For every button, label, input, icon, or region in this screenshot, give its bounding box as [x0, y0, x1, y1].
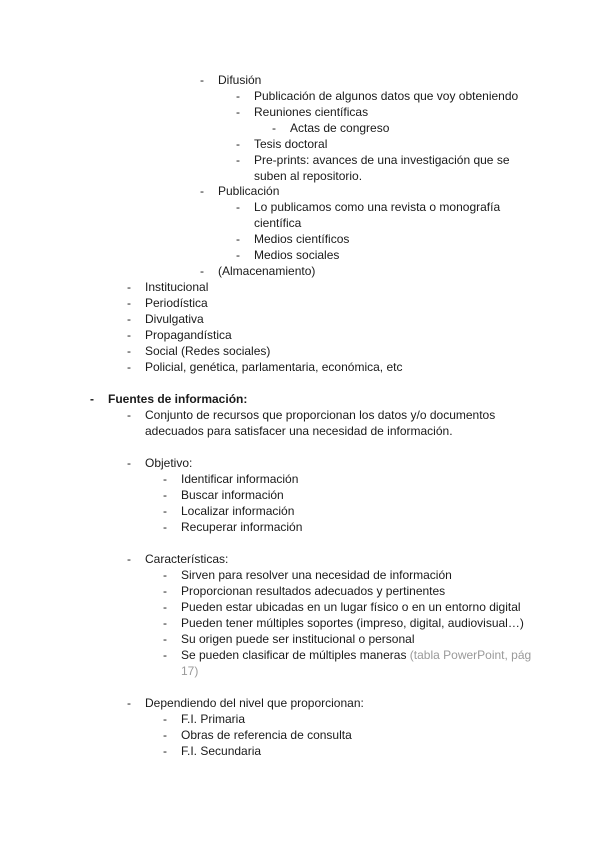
bullet-dash: -: [272, 121, 276, 135]
bullet-dash: -: [163, 648, 167, 662]
list-item: [0, 152, 600, 184]
list-item: [0, 295, 600, 311]
bullet-dash: -: [127, 696, 131, 710]
item-text: Reuniones científicas: [254, 105, 369, 119]
bullet-dash: -: [236, 137, 240, 151]
item-label: Difusión: [218, 73, 262, 87]
bullet-dash: -: [127, 360, 131, 374]
item-text: Identificar información: [181, 472, 299, 486]
list-item: [0, 615, 600, 631]
list-item: [0, 231, 600, 247]
list-item-definicion: [0, 407, 600, 439]
list-item: [0, 487, 600, 503]
item-text: Tesis doctoral: [254, 137, 328, 151]
item-text: Su origen puede ser institucional o personal: [181, 632, 415, 646]
item-text: Institucional: [145, 280, 209, 294]
item-text: Pueden estar ubicadas en un lugar físico o en un entorno digital: [181, 600, 521, 614]
bullet-dash: -: [236, 105, 240, 119]
bullet-dash: -: [163, 584, 167, 598]
item-text: (Almacenamiento): [218, 264, 316, 278]
bullet-dash: -: [200, 264, 204, 278]
bullet-dash: -: [200, 73, 204, 87]
bullet-dash: -: [163, 744, 167, 758]
bullet-dash: -: [163, 504, 167, 518]
item-text: F.I. Secundaria: [181, 744, 262, 758]
list-item: [0, 503, 600, 519]
list-item: [0, 136, 600, 152]
item-text: Periodística: [145, 296, 208, 310]
bullet-dash: -: [127, 280, 131, 294]
powerpoint-reference: (tabla PowerPoint, pág 17): [181, 648, 532, 678]
bullet-dash: -: [127, 328, 131, 342]
item-text: Social (Redes sociales): [145, 344, 271, 358]
bullet-dash: -: [236, 232, 240, 246]
item-text: Policial, genética, parlamentaria, económica, etc: [145, 360, 403, 374]
item-text: Lo publicamos como una revista o monografía científica: [254, 200, 501, 230]
list-item-clasificar: [0, 647, 600, 679]
bullet-dash: -: [163, 600, 167, 614]
item-text: Propagandística: [145, 328, 232, 342]
list-item-objetivo: [0, 455, 600, 471]
bullet-dash: -: [163, 520, 167, 534]
list-item: [0, 743, 600, 759]
list-item: [0, 279, 600, 295]
bullet-dash: -: [127, 296, 131, 310]
list-item-publicacion: [0, 183, 600, 199]
item-text: Pueden tener múltiples soportes (impreso, digital, audiovisual…): [181, 616, 524, 630]
item-label: Objetivo:: [145, 456, 193, 470]
list-item: [0, 599, 600, 615]
section-title: Fuentes de información:: [108, 392, 248, 406]
bullet-dash: -: [236, 200, 240, 214]
list-item: [0, 711, 600, 727]
item-label: Características:: [145, 552, 229, 566]
list-item: [0, 583, 600, 599]
item-label: Publicación: [218, 184, 280, 198]
item-text: Medios científicos: [254, 232, 350, 246]
item-text: Publicación de algunos datos que voy obteniendo: [254, 89, 519, 103]
bullet-dash: -: [127, 456, 131, 470]
list-item-almacenamiento: [0, 263, 600, 279]
bullet-dash: -: [163, 568, 167, 582]
item-text: Pre-prints: avances de una investigación que se suben al repositorio.: [254, 153, 510, 183]
item-text: Medios sociales: [254, 248, 340, 262]
list-item: [0, 327, 600, 343]
list-item: [0, 120, 600, 136]
list-item-difusion: [0, 72, 600, 88]
bullet-dash: -: [127, 408, 131, 422]
bullet-dash: -: [236, 153, 240, 167]
list-item-caracteristicas: [0, 551, 600, 567]
item-text: Obras de referencia de consulta: [181, 728, 352, 742]
bullet-dash: -: [163, 728, 167, 742]
item-text: Localizar información: [181, 504, 295, 518]
item-text: Proporcionan resultados adecuados y pertinentes: [181, 584, 446, 598]
item-text: Divulgativa: [145, 312, 204, 326]
item-text: Recuperar información: [181, 520, 303, 534]
list-item: [0, 567, 600, 583]
bullet-dash: -: [90, 392, 94, 406]
list-item: [0, 199, 600, 231]
bullet-dash: -: [127, 552, 131, 566]
list-item: [0, 471, 600, 487]
bullet-dash: -: [163, 712, 167, 726]
list-item: [0, 343, 600, 359]
list-item: [0, 631, 600, 647]
bullet-dash: -: [163, 632, 167, 646]
item-text: F.I. Primaria: [181, 712, 246, 726]
bullet-dash: -: [127, 312, 131, 326]
item-text: Actas de congreso: [290, 121, 390, 135]
list-item: [0, 104, 600, 120]
list-item: [0, 519, 600, 535]
bullet-dash: -: [127, 344, 131, 358]
list-item: [0, 88, 600, 104]
item-text: Buscar información: [181, 488, 284, 502]
bullet-dash: -: [163, 472, 167, 486]
bullet-dash: -: [163, 616, 167, 630]
list-item-nivel: [0, 695, 600, 711]
list-item: [0, 727, 600, 743]
clasificar-text: Se pueden clasificar de múltiples maneras: [181, 648, 407, 662]
list-item: [0, 359, 600, 375]
item-text: Sirven para resolver una necesidad de información: [181, 568, 452, 582]
list-item: [0, 247, 600, 263]
bullet-dash: -: [236, 89, 240, 103]
bullet-dash: -: [163, 488, 167, 502]
bullet-dash: -: [236, 248, 240, 262]
section-heading-fuentes: [0, 391, 600, 407]
list-item: [0, 311, 600, 327]
item-text: Conjunto de recursos que proporcionan los datos y/o documentos adecuados para satisfacer una necesidad de información.: [145, 408, 496, 438]
item-text: [181, 647, 541, 679]
item-label: Dependiendo del nivel que proporcionan:: [145, 696, 364, 710]
bullet-dash: -: [200, 184, 204, 198]
